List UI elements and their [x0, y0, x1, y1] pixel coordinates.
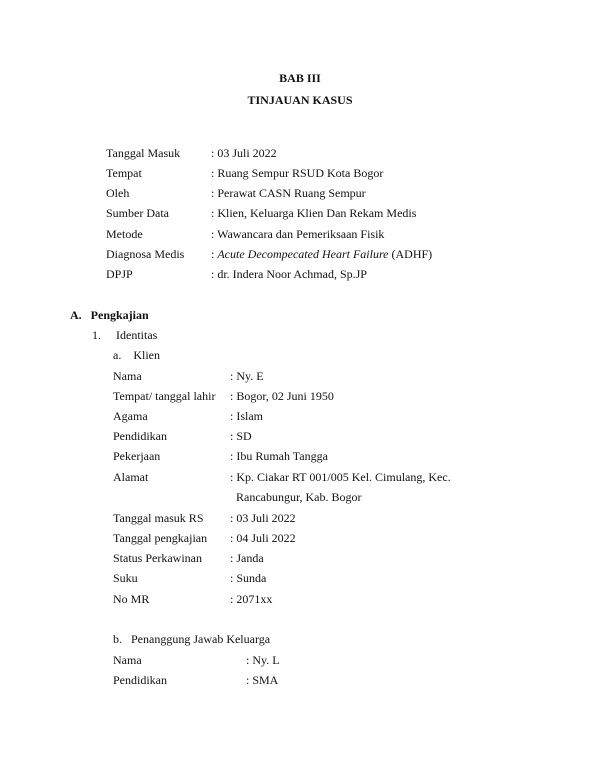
case-info-label: Tempat: [106, 166, 142, 180]
klien-label: Status Perkawinan: [113, 551, 202, 565]
klien-label: Alamat: [113, 470, 149, 484]
case-info-value: : Ruang Sempur RSUD Kota Bogor: [211, 166, 384, 180]
case-info-label: Metode: [106, 227, 143, 241]
case-info-label: Oleh: [106, 186, 130, 200]
klien-value: : SD: [230, 429, 252, 443]
klien-label: Agama: [113, 409, 148, 423]
penanggung-value: : SMA: [246, 673, 279, 687]
page-title: TINJAUAN KASUS: [247, 93, 353, 107]
identitas-heading: 1. Identitas: [92, 328, 158, 342]
klien-value-continued: Rancabungur, Kab. Bogor: [236, 490, 362, 504]
diagnosis-prefix: :: [211, 247, 218, 261]
klien-label: Suku: [113, 571, 138, 585]
case-info-value: : Klien, Keluarga Klien Dan Rekam Medis: [211, 206, 417, 220]
case-info-value: : Perawat CASN Ruang Sempur: [211, 186, 366, 200]
klien-value: : Ibu Rumah Tangga: [230, 449, 328, 463]
case-info-label: Diagnosa Medis: [106, 247, 185, 261]
case-info-label: DPJP: [106, 267, 133, 281]
case-info-label: Sumber Data: [106, 206, 169, 220]
klien-label: Nama: [113, 369, 142, 383]
klien-heading: a. Klien: [113, 348, 160, 362]
penanggung-label: Pendidikan: [113, 673, 167, 687]
case-info-value: : Wawancara dan Pemeriksaan Fisik: [211, 227, 385, 241]
klien-value: : Bogor, 02 Juni 1950: [230, 389, 334, 403]
case-info-value: [211, 247, 432, 261]
diagnosis-italic: Acute Decompecated Heart Failure: [217, 247, 389, 261]
penanggung-value: : Ny. L: [246, 653, 280, 667]
klien-value: : Ny. E: [230, 369, 264, 383]
klien-value: : Kp. Ciakar RT 001/005 Kel. Cimulang, Kec.: [230, 470, 451, 484]
klien-label: Tempat/ tanggal lahir: [113, 389, 216, 403]
klien-label: Tanggal pengkajian: [113, 531, 208, 545]
klien-label: No MR: [113, 592, 150, 606]
case-info-label: Tanggal Masuk: [106, 146, 181, 160]
klien-value: : Sunda: [230, 571, 267, 585]
klien-value: : 04 Juli 2022: [230, 531, 296, 545]
klien-value: : Islam: [230, 409, 263, 423]
penanggung-heading: b. Penanggung Jawab Keluarga: [113, 632, 271, 646]
klien-value: : Janda: [230, 551, 264, 565]
klien-label: Pendidikan: [113, 429, 167, 443]
case-info-value: : 03 Juli 2022: [211, 146, 277, 160]
klien-label: Pekerjaan: [113, 449, 161, 463]
section-a-heading: A. Pengkajian: [70, 308, 149, 322]
penanggung-label: Nama: [113, 653, 142, 667]
chapter-label: BAB III: [279, 71, 321, 85]
case-info-value: : dr. Indera Noor Achmad, Sp.JP: [211, 267, 367, 281]
diagnosis-suffix: (ADHF): [388, 247, 433, 261]
klien-label: Tanggal masuk RS: [113, 511, 204, 525]
klien-value: : 03 Juli 2022: [230, 511, 296, 525]
klien-value: : 2071xx: [230, 592, 273, 606]
